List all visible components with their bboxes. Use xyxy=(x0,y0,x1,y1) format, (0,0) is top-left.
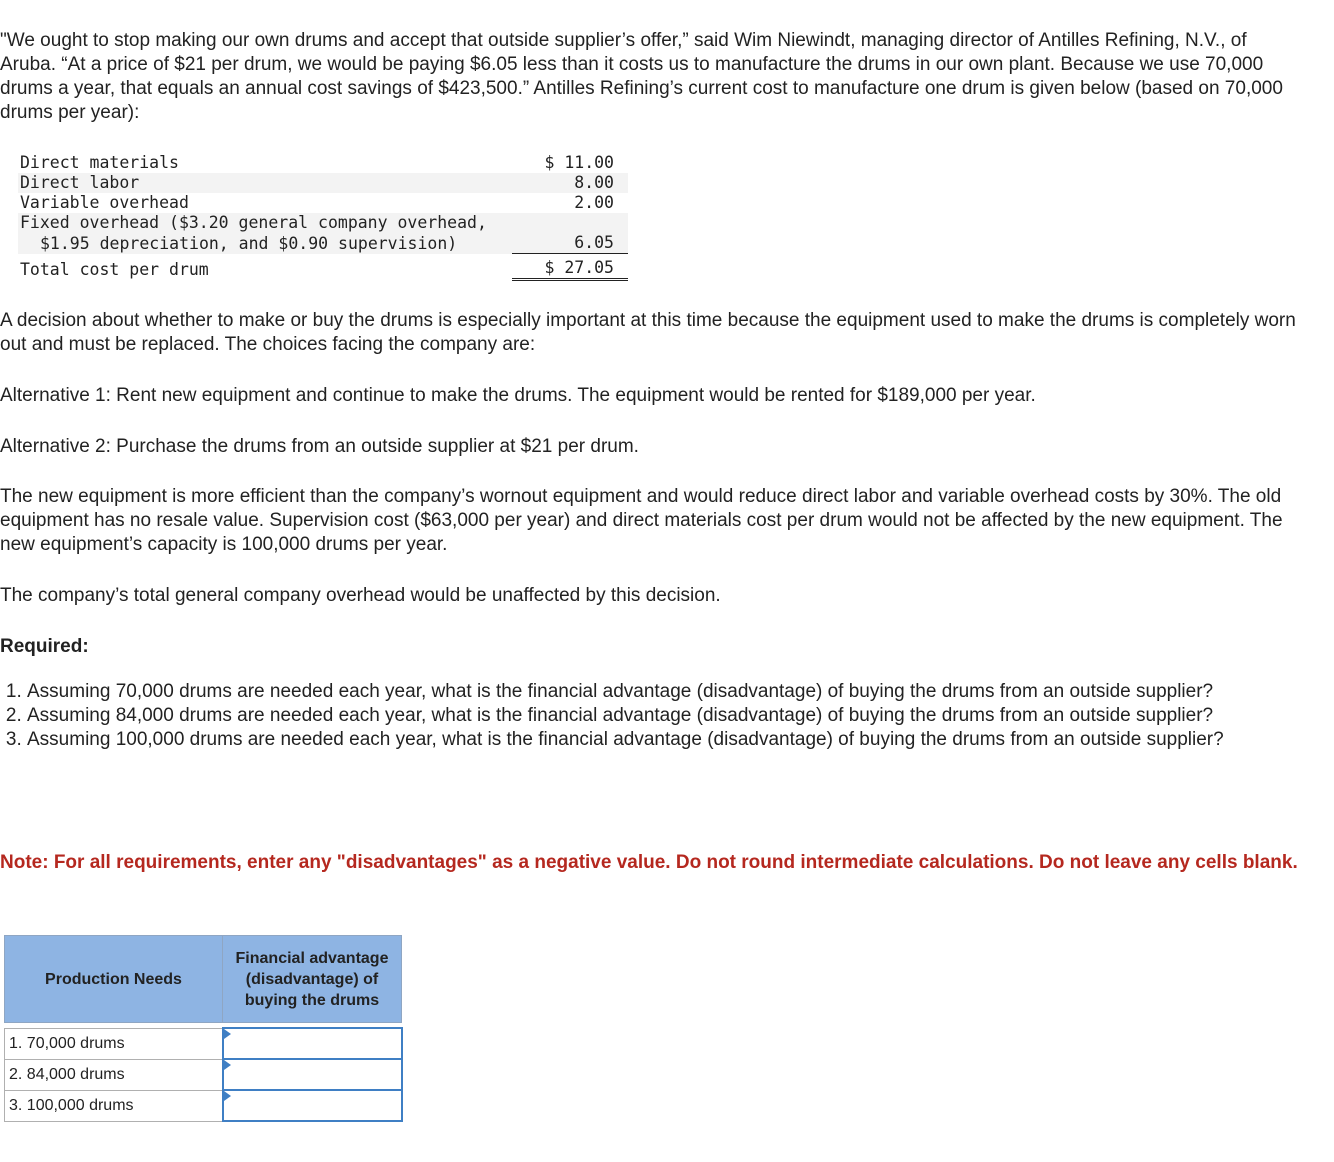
answer-cell[interactable] xyxy=(223,1090,402,1121)
answer-input-100000[interactable] xyxy=(224,1091,401,1120)
answer-cell[interactable] xyxy=(223,1028,402,1059)
answer-row xyxy=(5,1028,402,1059)
alternative-1: Alternative 1: Rent new equipment and continue to make the drums. The equipment would be rented for $189,000 per year. xyxy=(0,385,1036,406)
note-text: Note: For all requirements, enter any "disadvantages" as a negative value. Do not round intermediate calculations. Do not leave any cells blank. xyxy=(0,852,1298,873)
answer-input-84000[interactable] xyxy=(224,1060,401,1089)
cost-row xyxy=(18,213,628,233)
cost-amount: 2.00 xyxy=(574,193,614,212)
cost-label: Variable overhead xyxy=(20,193,189,212)
answer-row xyxy=(5,1059,402,1090)
answer-cell[interactable] xyxy=(223,1059,402,1090)
answer-row-label: 1. 70,000 drums xyxy=(5,1028,223,1059)
cost-amount: 8.00 xyxy=(512,173,628,193)
requirement-item: 1. Assuming 70,000 drums are needed each year, what is the financial advantage (disadvantage) of buying the drums from an outside supplier? xyxy=(27,680,1297,704)
cell-marker-icon xyxy=(224,1060,231,1070)
cost-total-row xyxy=(18,254,628,280)
cost-label: Direct materials xyxy=(20,153,179,172)
cost-label: Direct labor xyxy=(18,173,512,193)
cost-label: $1.95 depreciation, and $0.90 supervision) xyxy=(18,233,512,254)
requirements-list xyxy=(0,680,1297,752)
alternative-2: Alternative 2: Purchase the drums from an outside supplier at $21 per drum. xyxy=(0,436,639,457)
equipment-paragraph: The new equipment is more efficient than the company’s wornout equipment and would reduce direct labor and variable overhead costs by 30%. The old equipment has no resale value. Supervision cost ($63,000 per year) and direct materials cost per drum would not be affected by the new equipment. The new equipment’s capacity is 100,000 drums per year. xyxy=(0,486,1283,555)
header-production-needs: Production Needs xyxy=(5,936,223,1023)
answer-row-label: 2. 84,000 drums xyxy=(5,1059,223,1090)
cost-amount: 6.05 xyxy=(512,233,628,254)
cost-row xyxy=(18,153,628,173)
cost-row xyxy=(18,173,628,193)
answer-input-70000[interactable] xyxy=(224,1029,401,1058)
required-heading: Required: xyxy=(0,636,89,657)
cell-marker-icon xyxy=(224,1029,231,1039)
cost-amount: $ 11.00 xyxy=(544,153,614,172)
answer-table xyxy=(4,935,403,1122)
requirement-item: 3. Assuming 100,000 drums are needed each year, what is the financial advantage (disadvantage) of buying the drums from an outside supplier? xyxy=(27,728,1297,752)
requirement-item: 2. Assuming 84,000 drums are needed each year, what is the financial advantage (disadvantage) of buying the drums from an outside supplier? xyxy=(27,704,1297,728)
cell-marker-icon xyxy=(224,1091,231,1101)
cost-label: Fixed overhead ($3.20 general company overhead, xyxy=(18,213,512,233)
answer-header-row xyxy=(5,936,402,1023)
answer-row-label: 3. 100,000 drums xyxy=(5,1090,223,1121)
cost-per-drum-table xyxy=(18,153,628,281)
decision-paragraph: A decision about whether to make or buy the drums is especially important at this time because the equipment used to make the drums is completely worn out and must be replaced. The choices facing the company are: xyxy=(0,310,1296,355)
cost-row xyxy=(18,233,628,254)
cost-total-label: Total cost per drum xyxy=(20,259,209,279)
cost-total-amount: $ 27.05 xyxy=(512,254,628,280)
cost-row xyxy=(18,193,628,213)
intro-paragraph: "We ought to stop making our own drums and accept that outside supplier’s offer,” said Wim Niewindt, managing director of Antilles Refining, N.V., of Aruba. “At a price of $21 per drum, we would be paying $6.05 less than it costs us to manufacture the drums in our own plant. Because we use 70,000 drums a year, that equals an annual cost savings of $423,500.” Antilles Refining’s current cost to manufacture one drum is given below (based on 70,000 drums per year): xyxy=(0,30,1283,123)
overhead-paragraph: The company’s total general company overhead would be unaffected by this decision. xyxy=(0,585,721,606)
answer-row xyxy=(5,1090,402,1121)
header-financial-advantage: Financial advantage (disadvantage) of buying the drums xyxy=(223,936,402,1023)
